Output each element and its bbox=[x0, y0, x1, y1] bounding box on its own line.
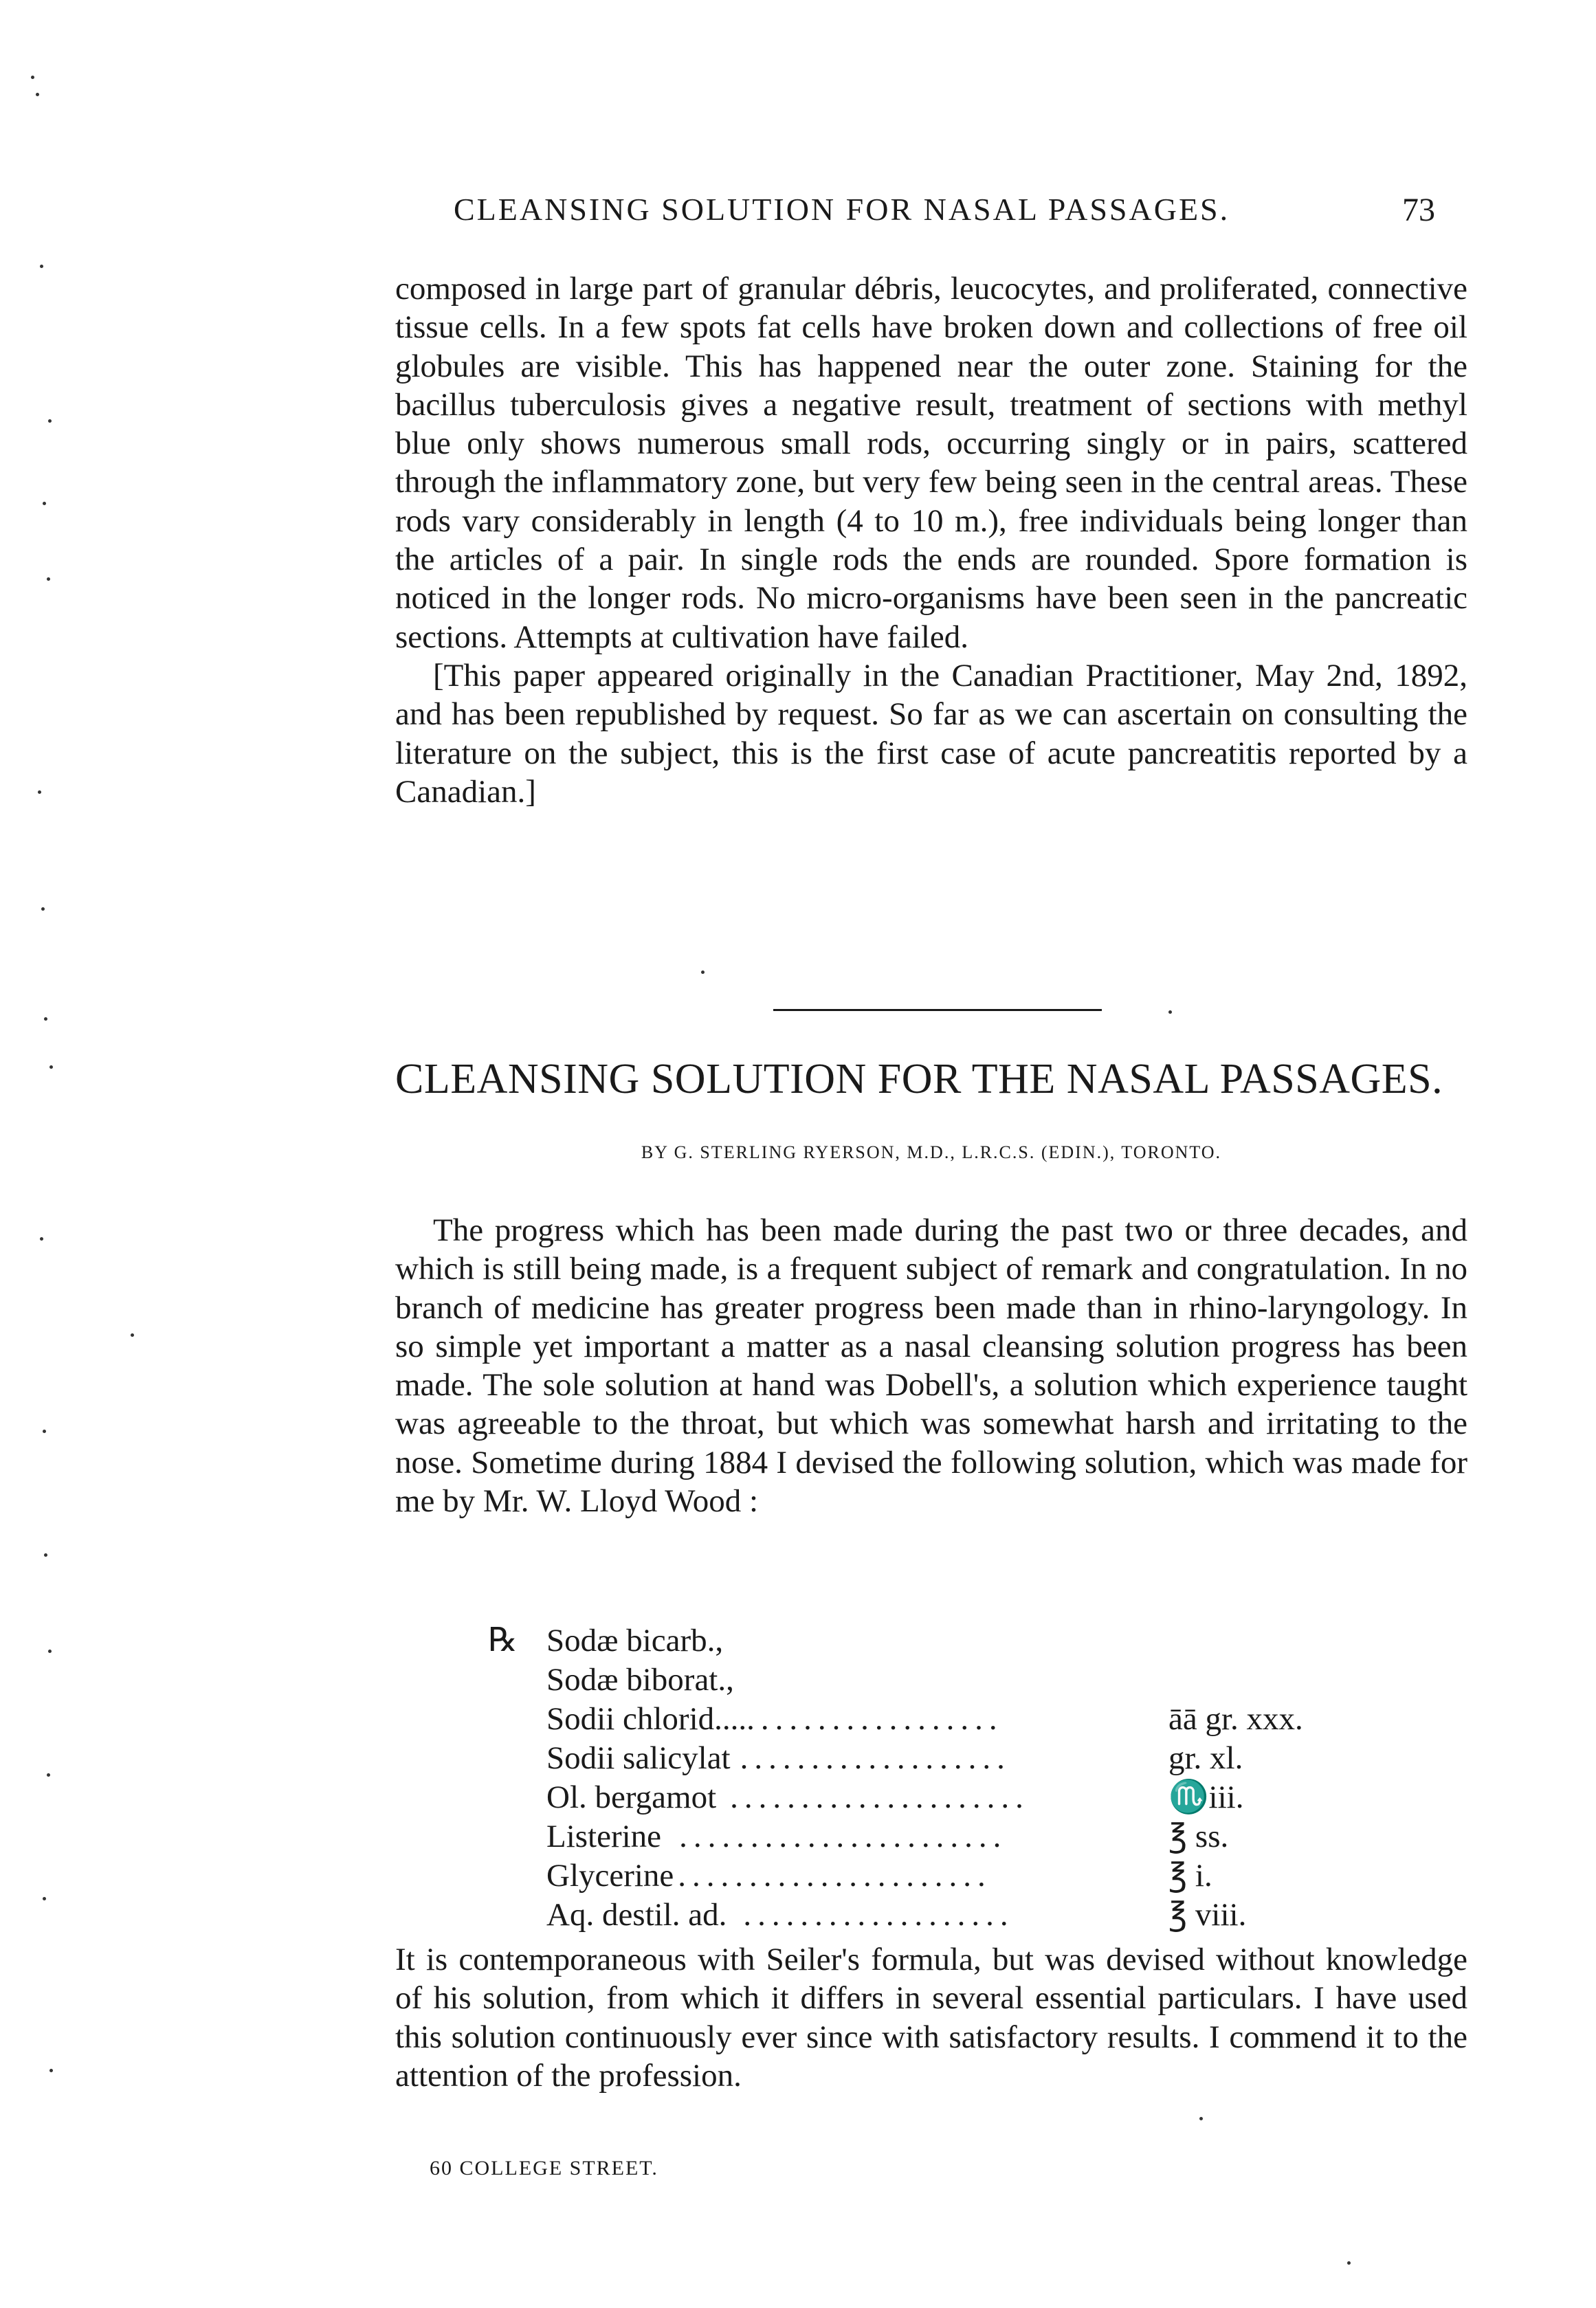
ingredient-quantity: gr. xl. bbox=[1168, 1740, 1243, 1776]
scan-speck bbox=[40, 1237, 43, 1241]
dot-leader: ...................... bbox=[678, 1858, 992, 1894]
scan-speck bbox=[49, 1065, 53, 1069]
scan-speck bbox=[41, 907, 45, 911]
signoff-address: 60 COLLEGE STREET. bbox=[430, 2157, 658, 2179]
ingredient-quantity: ♏iii. bbox=[1168, 1779, 1244, 1815]
scan-speck bbox=[48, 1650, 52, 1653]
ingredient-name: Sodii salicylat bbox=[546, 1740, 731, 1776]
ingredient-quantity: ℥ viii. bbox=[1168, 1897, 1247, 1933]
scan-speck bbox=[49, 2069, 53, 2072]
formula-row bbox=[488, 1778, 1382, 1817]
scan-speck bbox=[44, 1553, 47, 1557]
scan-speck bbox=[43, 1897, 46, 1900]
dot-leader: ....................... bbox=[679, 1819, 1008, 1854]
scan-speck bbox=[47, 577, 50, 581]
scan-speck bbox=[1199, 2117, 1203, 2120]
ingredient-quantity: ℥ i. bbox=[1168, 1858, 1212, 1894]
ingredient-name: Sodæ biborat., bbox=[546, 1662, 734, 1698]
scan-speck bbox=[40, 265, 43, 268]
ingredient-name: Glycerine bbox=[546, 1858, 674, 1894]
scan-speck bbox=[43, 1430, 46, 1433]
article-closing-block bbox=[395, 1940, 1467, 2095]
editorial-note: [This paper appeared originally in the Canadian Practitioner, May 2nd, 1892, and has been republished by request. So far as we can ascertain on consulting the literature on the subject, this is the first case of acute pancreatitis reported by a Canadian.] bbox=[395, 657, 1467, 810]
formula bbox=[488, 1621, 1382, 1935]
formula-row bbox=[488, 1856, 1382, 1896]
ingredient-name: Sodii chlorid.... bbox=[546, 1701, 747, 1737]
formula-row bbox=[488, 1700, 1382, 1739]
scan-speck bbox=[43, 502, 46, 505]
article-title: CLEANSING SOLUTION FOR THE NASAL PASSAGES. bbox=[395, 1056, 1443, 1102]
dot-leader: .................. bbox=[746, 1701, 1004, 1737]
article-intro-block bbox=[395, 1211, 1467, 1520]
scan-speck bbox=[1347, 2261, 1351, 2265]
scan-speck bbox=[38, 790, 41, 794]
formula-row bbox=[488, 1739, 1382, 1778]
dot-leader: ................... bbox=[743, 1897, 1015, 1933]
running-head: CLEANSING SOLUTION FOR NASAL PASSAGES. bbox=[454, 192, 1230, 227]
scan-speck bbox=[44, 1017, 47, 1021]
scan-speck bbox=[48, 419, 52, 423]
ingredient-name: Listerine bbox=[546, 1819, 662, 1854]
scan-speck bbox=[701, 970, 705, 974]
continued-paragraph: composed in large part of granular débris, leucocytes, and proliferated, connective tissue cells. In a few spots fat cells have broken down and collections of free oil globules are visible. This has happened near the outer zone. Staining for the bacillus tuberculosis gives a negative result, treatment of sections with methyl blue only shows numerous small rods, occurring singly or in pairs, scattered through the inflammatory zone, but very few being seen in the central areas. These rods vary considerably in length (4 to 10 m.), free individuals being longer than the articles of a pair. In single rods the ends are rounded. Spore formation is noticed in the longer rods. No micro-organisms have been seen in the pancreatic sections. Attempts at cultivation have failed. bbox=[395, 271, 1467, 655]
page-number: 73 bbox=[1402, 192, 1435, 228]
scan-speck bbox=[131, 1333, 134, 1337]
closing-paragraph: It is contemporaneous with Seiler's formula, but was devised without knowledge of his solution, from which it differs in several essential particulars. I have used this solution continuously ever since with satisfactory results. I commend it to the attention of the profession. bbox=[395, 1942, 1467, 2094]
dot-leader: ..................... bbox=[730, 1779, 1030, 1815]
scan-speck bbox=[36, 93, 39, 96]
ingredient-name: Aq. destil. ad. bbox=[546, 1897, 727, 1933]
rx-symbol: ℞ bbox=[488, 1622, 518, 1658]
scan-speck bbox=[1168, 1010, 1172, 1014]
formula-row bbox=[488, 1896, 1382, 1935]
scan-speck bbox=[31, 76, 34, 79]
dot-leader: ................... bbox=[740, 1740, 1011, 1776]
formula-row bbox=[488, 1817, 1382, 1856]
byline: BY G. STERLING RYERSON, M.D., L.R.C.S. (EDIN.), TORONTO. bbox=[641, 1142, 1222, 1162]
continued-text-block bbox=[395, 269, 1467, 811]
section-divider bbox=[773, 1009, 1102, 1011]
scan-speck bbox=[47, 1773, 50, 1777]
ingredient-quantity: āā gr. xxx. bbox=[1168, 1701, 1303, 1737]
ingredient-quantity: ℥ ss. bbox=[1168, 1819, 1229, 1854]
ingredient-name: Ol. bergamot bbox=[546, 1779, 717, 1815]
formula-row bbox=[488, 1621, 1382, 1661]
ingredient-name: Sodæ bicarb., bbox=[546, 1623, 724, 1658]
formula-row bbox=[488, 1661, 1382, 1700]
intro-paragraph: The progress which has been made during the past two or three decades, and which is still being made, is a frequent subject of remark and congratulation. In no branch of medicine has greater progress been made than in rhino-laryngology. In so simple yet important a matter as a nasal cleansing solution progress has been made. The sole solution at hand was Dobell's, a solution which experience taught was agreeable to the throat, but which was somewhat harsh and irritating to the nose. Sometime during 1884 I devised the following solution, which was made for me by Mr. W. Lloyd Wood : bbox=[395, 1212, 1467, 1520]
